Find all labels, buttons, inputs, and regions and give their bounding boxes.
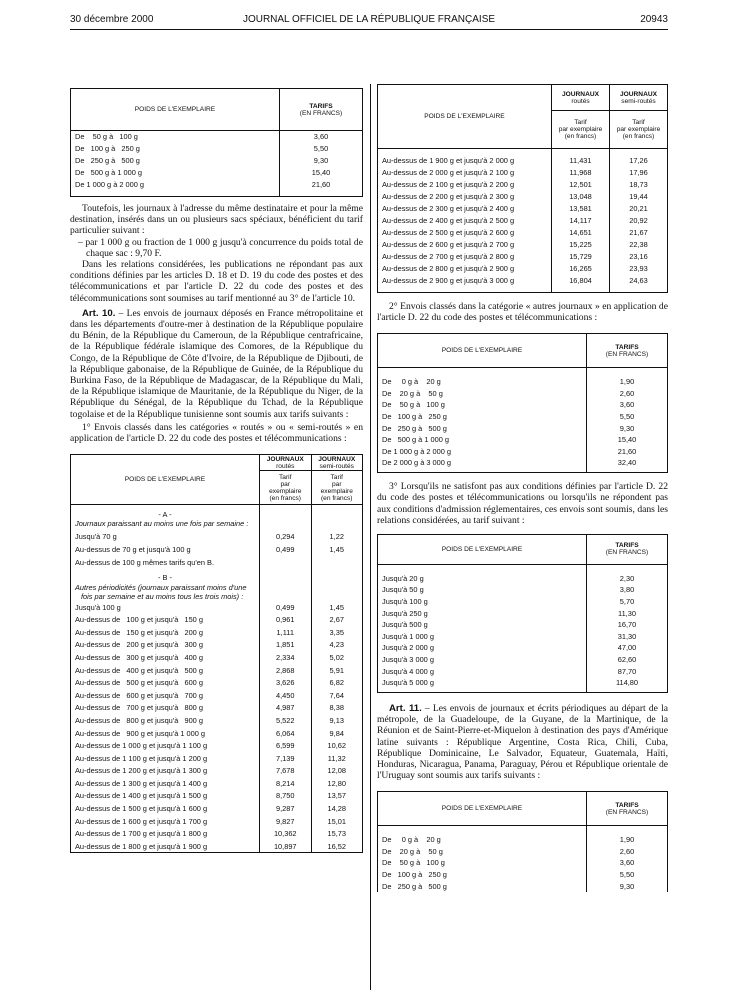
weight-range-cell: Jusqu'à 250 g bbox=[378, 607, 587, 619]
unit-label: (en francs) bbox=[269, 494, 301, 502]
col-header-weight: POIDS DE L'EXEMPLAIRE bbox=[71, 89, 280, 131]
weight-range-cell: Au-dessus de 2 600 g et jusqu'à 2 700 g bbox=[378, 239, 552, 251]
tariff-value-cell: 16,804 bbox=[552, 275, 610, 287]
tariff-table-5 bbox=[377, 534, 668, 693]
tariff-value-cell: 1,45 bbox=[329, 602, 344, 612]
tariff-value-cell: 15,729 bbox=[552, 251, 610, 263]
tariff-value-cell: 5,70 bbox=[619, 596, 635, 606]
tariff-value-cell: 20,21 bbox=[629, 204, 648, 213]
tariff-value-cell bbox=[311, 556, 363, 569]
journaux-label: JOURNAUX bbox=[266, 455, 304, 463]
text-block-1 bbox=[70, 203, 363, 444]
left-column bbox=[70, 88, 363, 853]
tariff-value-cell: 5,02 bbox=[329, 652, 344, 662]
paragraph: Dans les relations considérées, les publications ne répondant pas aux conditions définies par les articles D. 18 et D. 19 du code des postes et des télécommunications et par l'article D. 22 du code des postes et des télécommunications sont soumises au tarif mentionné au 3° de l'article 10. bbox=[70, 259, 363, 304]
weight-range-cell: De 100 g à 250 g bbox=[378, 869, 587, 881]
tariff-value-cell: 14,117 bbox=[552, 215, 610, 227]
tariff-value-cell: 20,92 bbox=[629, 216, 648, 225]
routes-label: routés bbox=[276, 462, 295, 470]
weight-range-cell: De 50 g à 100 g bbox=[378, 857, 587, 869]
weight-range-cell: Au-dessus de 1 300 g et jusqu'à 1 400 g bbox=[71, 777, 260, 790]
article-label: Art. 10. bbox=[82, 307, 116, 319]
table-row bbox=[71, 727, 363, 740]
weight-range-cell: Au-dessus de 100 g mêmes tarifs qu'en B. bbox=[71, 556, 260, 569]
weight-range-cell: Au-dessus de 1 500 g et jusqu'à 1 600 g bbox=[71, 802, 260, 815]
tariff-value-cell bbox=[260, 556, 312, 569]
col-header-weight: POIDS DE L'EXEMPLAIRE bbox=[378, 792, 587, 826]
tariff-value-cell: 12,08 bbox=[327, 766, 346, 776]
weight-range-cell: Au-dessus de 1 700 g et jusqu'à 1 800 g bbox=[71, 827, 260, 840]
table-row bbox=[378, 445, 668, 457]
weight-range-cell: Au-dessus de 2 200 g et jusqu'à 2 300 g bbox=[378, 191, 552, 203]
tariff-value-cell: 15,40 bbox=[311, 168, 331, 177]
section-a-heading: - A - bbox=[71, 505, 260, 519]
tariff-value-cell: 4,23 bbox=[329, 640, 344, 650]
paragraph: – par 1 000 g ou fraction de 1 000 g jusqu'à concurrence du poids total de chaque sac : 9,70 F. bbox=[78, 236, 363, 259]
weight-range-cell: De 20 g à 50 g bbox=[378, 388, 587, 400]
article-10 bbox=[70, 308, 363, 420]
table-row bbox=[378, 399, 668, 411]
table-row bbox=[378, 411, 668, 423]
table-row bbox=[71, 777, 363, 790]
weight-range-cell: Jusqu'à 50 g bbox=[378, 584, 587, 596]
tariff-table-4 bbox=[377, 333, 668, 473]
tariff-value-cell: 4,450 bbox=[260, 689, 312, 702]
tariff-value-cell: 9,30 bbox=[313, 156, 329, 165]
tariff-value-cell: 1,22 bbox=[329, 531, 344, 541]
table-row bbox=[378, 584, 668, 596]
tariff-value-cell: 21,60 bbox=[617, 446, 637, 456]
tariff-value-cell: 16,70 bbox=[617, 620, 637, 630]
tariff-value-cell: 6,82 bbox=[329, 678, 344, 688]
tariff-value-cell: 9,287 bbox=[260, 802, 312, 815]
tariff-value-cell: 2,67 bbox=[329, 615, 344, 625]
weight-range-cell: De 50 g à 100 g bbox=[378, 399, 587, 411]
table-row bbox=[378, 422, 668, 434]
weight-range-cell: Au-dessus de 2 700 g et jusqu'à 2 800 g bbox=[378, 251, 552, 263]
tariff-value-cell: 3,626 bbox=[260, 676, 312, 689]
weight-range-cell: Jusqu'à 5 000 g bbox=[378, 677, 587, 689]
unit-label: (EN FRANCS) bbox=[299, 109, 343, 117]
par-label: par exemplaire bbox=[616, 126, 661, 133]
weight-range-cell: Au-dessus de 2 400 g et jusqu'à 2 500 g bbox=[378, 215, 552, 227]
tariff-value-cell: 4,987 bbox=[260, 702, 312, 715]
table-row bbox=[378, 155, 668, 167]
tariff-value-cell: 24,63 bbox=[629, 276, 648, 285]
tariff-value-cell: 13,581 bbox=[552, 203, 610, 215]
table-row bbox=[71, 739, 363, 752]
article-11 bbox=[377, 703, 668, 781]
tariff-value-cell: 8,214 bbox=[260, 777, 312, 790]
col-header-tariffs bbox=[587, 334, 668, 368]
table-row bbox=[378, 388, 668, 400]
tariff-value-cell: 9,13 bbox=[329, 715, 344, 725]
header-rule bbox=[70, 29, 668, 30]
unit-label: (en francs) bbox=[320, 494, 353, 502]
weight-range-cell: De 100 g à 250 g bbox=[378, 411, 587, 423]
unit-label: (en francs) bbox=[622, 133, 655, 140]
weight-range-cell: Jusqu'à 3 000 g bbox=[378, 654, 587, 666]
table-row bbox=[378, 215, 668, 227]
weight-range-cell: Au-dessus de 800 g et jusqu'à 900 g bbox=[71, 714, 260, 727]
col-header-tariffs bbox=[587, 534, 668, 564]
tariff-value-cell: 32,40 bbox=[617, 458, 637, 468]
weight-range-cell: Jusqu'à 4 000 g bbox=[378, 665, 587, 677]
tariff-value-cell: 18,73 bbox=[629, 180, 648, 189]
table-row bbox=[378, 239, 668, 251]
weight-range-cell: Au-dessus de 2 500 g et jusqu'à 2 600 g bbox=[378, 227, 552, 239]
tariff-value-cell: 87,70 bbox=[617, 666, 637, 676]
col-header-weight: POIDS DE L'EXEMPLAIRE bbox=[378, 534, 587, 564]
tariff-value-cell: 17,26 bbox=[629, 156, 648, 165]
tariff-value-cell: 5,522 bbox=[260, 714, 312, 727]
tariff-value-cell: 5,91 bbox=[329, 665, 344, 675]
journaux-label: JOURNAUX bbox=[619, 90, 657, 98]
tariff-value-cell: 11,30 bbox=[618, 608, 636, 618]
table-row bbox=[378, 203, 668, 215]
table-row bbox=[378, 596, 668, 608]
table-row bbox=[71, 840, 363, 853]
unit-label: (en francs) bbox=[564, 133, 597, 140]
table-row bbox=[71, 530, 363, 543]
tariff-value-cell: 19,44 bbox=[629, 192, 648, 201]
paragraph: Toutefois, les journaux à l'adresse du même destinataire et pour la même destination, insérés dans un ou plusieurs sacs spéciaux, bénéficient du tarif particulier suivant : bbox=[70, 203, 363, 237]
tariff-value-cell: 114,80 bbox=[615, 678, 639, 688]
table-row bbox=[378, 607, 668, 619]
tariff-value-cell: 3,35 bbox=[329, 627, 344, 637]
col-header-weight: POIDS DE L'EXEMPLAIRE bbox=[378, 85, 552, 149]
tariff-value-cell: 9,30 bbox=[619, 423, 635, 433]
paragraph: 1° Envois classés dans les catégories « routés » ou « semi-routés » en application de l'article D. 22 du code des postes et télécommunications : bbox=[70, 421, 363, 445]
semi-routes-label: semi-routés bbox=[319, 462, 354, 470]
tariff-value-cell: 15,73 bbox=[327, 829, 346, 839]
tariff-value-cell: 1,111 bbox=[260, 626, 312, 639]
table-row bbox=[71, 131, 363, 143]
table-row bbox=[71, 639, 363, 652]
col-header-semi-routes bbox=[311, 455, 363, 471]
par-label: par exemplaire bbox=[558, 126, 603, 133]
col-subheader-tarif bbox=[552, 111, 610, 149]
tariff-value-cell: 3,60 bbox=[313, 132, 329, 142]
table-row bbox=[378, 457, 668, 469]
article-text: – Les envois de journaux et écrits périodiques au départ de la métropole, de la Guadeloupe, de la Guyane, de la Martinique, de la Réunion et de Saint-Pierre-et-Miquelon à destination des pays d'Amérique latine suivants : République Argentine, Costa Rica, Chili, Cuba, République Dominicaine, Le Salvador, Equateur, Guatemala, Haïti, Honduras, Nicaragua, Panama, Paraguay, Pérou et République orientale de l'Uruguay sont soumis aux tarifs suivants : bbox=[377, 702, 668, 782]
tariff-value-cell: 13,57 bbox=[327, 791, 346, 801]
weight-range-cell: Jusqu'à 500 g bbox=[378, 619, 587, 631]
running-header bbox=[70, 14, 668, 28]
journaux-label: JOURNAUX bbox=[318, 455, 356, 463]
weight-range-cell: De 20 g à 50 g bbox=[378, 845, 587, 857]
table-row bbox=[378, 572, 668, 584]
weight-range-cell: De 2 000 g à 3 000 g bbox=[378, 457, 587, 469]
tariff-value-cell: 10,897 bbox=[260, 840, 312, 853]
weight-range-cell: Au-dessus de 2 000 g et jusqu'à 2 100 g bbox=[378, 167, 552, 179]
tariff-value-cell: 31,30 bbox=[617, 631, 637, 641]
table-row bbox=[378, 191, 668, 203]
weight-range-cell: De 250 g à 500 g bbox=[378, 880, 587, 892]
col-header-tariffs bbox=[280, 89, 363, 131]
table-row bbox=[378, 630, 668, 642]
tariff-value-cell: 16,265 bbox=[552, 263, 610, 275]
tariff-value-cell: 10,362 bbox=[260, 827, 312, 840]
table-row bbox=[71, 790, 363, 803]
tariff-value-cell: 11,32 bbox=[327, 753, 346, 763]
tariff-value-cell: 0,294 bbox=[260, 530, 312, 543]
col-subheader-tarif bbox=[311, 471, 363, 505]
tarif-label: Tarif bbox=[330, 473, 343, 481]
unit-label: (EN FRANCS) bbox=[605, 350, 649, 358]
tariff-table-3 bbox=[377, 84, 668, 293]
col-header-routes bbox=[552, 85, 610, 111]
table-row bbox=[71, 143, 363, 155]
col-header-routes bbox=[260, 455, 312, 471]
tariff-value-cell: 13,048 bbox=[552, 191, 610, 203]
tariff-value-cell: 16,52 bbox=[327, 841, 346, 851]
table-row bbox=[378, 619, 668, 631]
header-date: 30 décembre 2000 bbox=[70, 14, 154, 25]
tariff-value-cell: 23,93 bbox=[629, 264, 648, 273]
tariff-value-cell: 6,064 bbox=[260, 727, 312, 740]
weight-range-cell: Au-dessus de 200 g et jusqu'à 300 g bbox=[71, 639, 260, 652]
table-row bbox=[71, 651, 363, 664]
table-row bbox=[71, 764, 363, 777]
table-row bbox=[71, 676, 363, 689]
tariff-table-2 bbox=[70, 454, 363, 853]
par-label: par exemplaire bbox=[320, 480, 353, 495]
paragraph: 3° Lorsqu'ils ne satisfont pas aux conditions définies par l'article D. 22 du code des postes et télécommunications ou lorsqu'ils ne répondent pas aux conditions d'admission réglementaires, ces envois sont soumis, dans les relations considérées, au tarif suivant : bbox=[377, 481, 668, 526]
weight-range-cell: De 250 g à 500 g bbox=[378, 422, 587, 434]
table-row bbox=[71, 167, 363, 179]
table-row bbox=[378, 376, 668, 388]
weight-range-cell: Au-dessus de 1 000 g et jusqu'à 1 100 g bbox=[71, 739, 260, 752]
tariff-value-cell: 5,50 bbox=[619, 869, 635, 879]
weight-range-cell: Au-dessus de 400 g et jusqu'à 500 g bbox=[71, 664, 260, 677]
tariff-value-cell: 8,38 bbox=[329, 703, 344, 713]
col-header-tariffs bbox=[587, 792, 668, 826]
tariff-value-cell: 9,827 bbox=[260, 815, 312, 828]
tariff-value-cell: 17,96 bbox=[629, 168, 648, 177]
table-row bbox=[71, 702, 363, 715]
tariff-value-cell: 5,50 bbox=[619, 411, 635, 421]
table-row bbox=[378, 251, 668, 263]
unit-label: (EN FRANCS) bbox=[605, 549, 649, 557]
tarif-label: Tarif bbox=[279, 473, 292, 481]
col-header-weight: POIDS DE L'EXEMPLAIRE bbox=[71, 455, 260, 505]
tariff-value-cell: 15,40 bbox=[617, 435, 637, 445]
table-row bbox=[378, 834, 668, 846]
tariffs-label: TARIFS bbox=[615, 542, 639, 550]
tariff-value-cell: 0,499 bbox=[260, 601, 312, 614]
tariff-value-cell: 2,334 bbox=[260, 651, 312, 664]
table-row bbox=[71, 155, 363, 167]
tariff-value-cell: 7,139 bbox=[260, 752, 312, 765]
tariff-value-cell: 1,90 bbox=[619, 377, 635, 387]
table-row bbox=[378, 263, 668, 275]
weight-range-cell: Au-dessus de 1 900 g et jusqu'à 2 000 g bbox=[378, 155, 552, 167]
tariff-value-cell: 2,60 bbox=[619, 388, 635, 398]
tariff-value-cell: 3,60 bbox=[619, 400, 635, 410]
unit-label: (EN FRANCS) bbox=[605, 808, 649, 816]
tariff-value-cell: 2,868 bbox=[260, 664, 312, 677]
section-b-description: Autres périodicités (journaux paraissant moins d'une fois par semaine et au moins tous les trois mois) : bbox=[71, 583, 260, 601]
table-row bbox=[71, 815, 363, 828]
tariff-value-cell: 0,499 bbox=[260, 543, 312, 556]
tariff-value-cell: 2,30 bbox=[619, 573, 635, 583]
tariff-value-cell: 62,60 bbox=[617, 654, 637, 664]
tariff-value-cell: 9,84 bbox=[329, 728, 344, 738]
weight-range-cell: Jusqu'à 70 g bbox=[71, 530, 260, 543]
tariff-value-cell: 1,45 bbox=[329, 544, 344, 554]
tariff-value-cell: 12,80 bbox=[327, 778, 346, 788]
tariff-value-cell: 23,16 bbox=[629, 252, 648, 261]
weight-range-cell: Au-dessus de 1 400 g et jusqu'à 1 500 g bbox=[71, 790, 260, 803]
tariff-table-1 bbox=[70, 88, 363, 197]
weight-range-cell: Au-dessus de 2 300 g et jusqu'à 2 400 g bbox=[378, 203, 552, 215]
weight-range-cell: Au-dessus de 2 100 g et jusqu'à 2 200 g bbox=[378, 179, 552, 191]
journaux-label: JOURNAUX bbox=[561, 90, 599, 98]
table-row bbox=[71, 626, 363, 639]
weight-range-cell: De 1 000 g à 2 000 g bbox=[378, 445, 587, 457]
table-row bbox=[71, 827, 363, 840]
weight-range-cell: Au-dessus de 1 200 g et jusqu'à 1 300 g bbox=[71, 764, 260, 777]
table-row bbox=[378, 642, 668, 654]
tariff-value-cell: 7,678 bbox=[260, 764, 312, 777]
tariff-value-cell: 14,651 bbox=[552, 227, 610, 239]
tarif-label: Tarif bbox=[574, 119, 587, 126]
weight-range-cell: De 500 g à 1 000 g bbox=[378, 434, 587, 446]
weight-range-cell: De 50 g à 100 g bbox=[71, 131, 280, 143]
weight-range-cell: Au-dessus de 2 900 g et jusqu'à 3 000 g bbox=[378, 275, 552, 287]
weight-range-cell: Au-dessus de 500 g et jusqu'à 600 g bbox=[71, 676, 260, 689]
tariffs-label: TARIFS bbox=[615, 801, 639, 809]
table-row bbox=[378, 880, 668, 892]
weight-range-cell: Au-dessus de 1 800 g et jusqu'à 1 900 g bbox=[71, 840, 260, 853]
weight-range-cell: Au-dessus de 70 g et jusqu'à 100 g bbox=[71, 543, 260, 556]
weight-range-cell: Au-dessus de 700 g et jusqu'à 800 g bbox=[71, 702, 260, 715]
table-row bbox=[378, 434, 668, 446]
tariff-value-cell: 2,60 bbox=[619, 846, 635, 856]
section-b-heading: - B - bbox=[71, 569, 260, 583]
table-row bbox=[71, 613, 363, 626]
tariff-value-cell: 1,90 bbox=[619, 835, 635, 845]
tariff-value-cell: 10,62 bbox=[327, 741, 346, 751]
tariff-value-cell: 3,80 bbox=[619, 585, 635, 595]
section-a-description: Journaux paraissant au moins une fois par semaine : bbox=[71, 519, 260, 530]
table-row bbox=[378, 227, 668, 239]
tariff-value-cell: 21,67 bbox=[629, 228, 648, 237]
table-row bbox=[378, 654, 668, 666]
weight-range-cell: Jusqu'à 100 g bbox=[71, 601, 260, 614]
col-subheader-tarif bbox=[260, 471, 312, 505]
tariff-value-cell: 11,431 bbox=[552, 155, 610, 167]
tariff-value-cell: 22,38 bbox=[629, 240, 648, 249]
routes-label: routés bbox=[571, 97, 590, 105]
weight-range-cell: De 500 g à 1 000 g bbox=[71, 167, 280, 179]
tariff-value-cell: 12,501 bbox=[552, 179, 610, 191]
table-row bbox=[378, 179, 668, 191]
col-subheader-tarif bbox=[610, 111, 668, 149]
weight-range-cell: Au-dessus de 900 g et jusqu'à 1 000 g bbox=[71, 727, 260, 740]
tariff-table-6 bbox=[377, 791, 668, 891]
weight-range-cell: Jusqu'à 2 000 g bbox=[378, 642, 587, 654]
semi-routes-label: semi-routés bbox=[621, 97, 656, 105]
table-row bbox=[378, 677, 668, 689]
tariff-value-cell: 21,60 bbox=[311, 180, 331, 189]
table-row bbox=[378, 857, 668, 869]
table-row bbox=[378, 167, 668, 179]
table-row bbox=[378, 869, 668, 881]
tariff-value-cell: 6,599 bbox=[260, 739, 312, 752]
weight-range-cell: Au-dessus de 1 600 g et jusqu'à 1 700 g bbox=[71, 815, 260, 828]
weight-range-cell: Au-dessus de 150 g et jusqu'à 200 g bbox=[71, 626, 260, 639]
weight-range-cell: Au-dessus de 100 g et jusqu'à 150 g bbox=[71, 613, 260, 626]
par-label: par exemplaire bbox=[269, 480, 302, 495]
table-row bbox=[71, 752, 363, 765]
weight-range-cell: De 1 000 g à 2 000 g bbox=[71, 179, 280, 191]
weight-range-cell: Jusqu'à 20 g bbox=[378, 572, 587, 584]
weight-range-cell: De 250 g à 500 g bbox=[71, 155, 280, 167]
column-divider bbox=[370, 84, 371, 990]
tariff-value-cell: 14,28 bbox=[327, 804, 346, 814]
tariff-value-cell: 15,225 bbox=[552, 239, 610, 251]
article-label: Art. 11. bbox=[389, 702, 422, 714]
table-row bbox=[71, 689, 363, 702]
tariff-value-cell: 11,968 bbox=[552, 167, 610, 179]
table-row bbox=[378, 845, 668, 857]
paragraph: 2° Envois classés dans la catégorie « autres journaux » en application de l'article D. 22 du code des postes et télécommunications : bbox=[377, 301, 668, 324]
tariff-value-cell: 5,50 bbox=[313, 144, 329, 153]
table-row bbox=[71, 601, 363, 614]
col-header-weight: POIDS DE L'EXEMPLAIRE bbox=[378, 334, 587, 368]
tariff-value-cell: 8,750 bbox=[260, 790, 312, 803]
weight-range-cell: De 0 g à 20 g bbox=[378, 834, 587, 846]
table-row bbox=[71, 664, 363, 677]
table-row bbox=[378, 665, 668, 677]
weight-range-cell: Jusqu'à 1 000 g bbox=[378, 630, 587, 642]
weight-range-cell: Au-dessus de 2 800 g et jusqu'à 2 900 g bbox=[378, 263, 552, 275]
weight-range-cell: Au-dessus de 600 g et jusqu'à 700 g bbox=[71, 689, 260, 702]
col-header-semi-routes bbox=[610, 85, 668, 111]
tariff-value-cell: 7,64 bbox=[329, 690, 344, 700]
tariffs-label: TARIFS bbox=[615, 343, 639, 351]
table-row bbox=[71, 556, 363, 569]
table-row bbox=[71, 714, 363, 727]
header-page-number: 20943 bbox=[640, 14, 668, 25]
tariff-value-cell: 9,30 bbox=[619, 881, 635, 891]
tariff-value-cell: 47,00 bbox=[617, 643, 637, 653]
table-row bbox=[378, 275, 668, 287]
table-row bbox=[71, 802, 363, 815]
weight-range-cell: Au-dessus de 1 100 g et jusqu'à 1 200 g bbox=[71, 752, 260, 765]
tariffs-label: TARIFS bbox=[309, 102, 333, 110]
table-row bbox=[71, 179, 363, 191]
weight-range-cell: Jusqu'à 100 g bbox=[378, 596, 587, 608]
tariff-value-cell: 1,851 bbox=[260, 639, 312, 652]
article-text: – Les envois de journaux déposés en France métropolitaine et dans les départements d'outre-mer à destination de la République populaire du Bénin, de la République du Cameroun, de la République centrafricaine, de la République fédérale islamique des Comores, de la République du Congo, de la République de Côte d'Ivoire, de la République de Djibouti, de la République gabonaise, de la République de Guinée, de la République du Burkina Faso, de la République de Madagascar, de la République du Mali, de la République islamique de Mauritanie, de la République du Niger, de la République du Sénégal, de la République du Tchad, de la République togolaise et de la République tunisienne sont soumis aux tarifs suivants : bbox=[70, 307, 363, 420]
tariff-value-cell: 0,961 bbox=[260, 613, 312, 626]
weight-range-cell: De 0 g à 20 g bbox=[378, 376, 587, 388]
right-column bbox=[377, 84, 668, 892]
weight-range-cell: De 100 g à 250 g bbox=[71, 143, 280, 155]
tariff-value-cell: 15,01 bbox=[327, 816, 346, 826]
table-row bbox=[71, 543, 363, 556]
tariff-value-cell: 3,60 bbox=[619, 858, 635, 868]
weight-range-cell: Au-dessus de 300 g et jusqu'à 400 g bbox=[71, 651, 260, 664]
header-title: JOURNAL OFFICIEL DE LA RÉPUBLIQUE FRANÇAISE bbox=[242, 14, 496, 25]
tarif-label: Tarif bbox=[632, 119, 645, 126]
